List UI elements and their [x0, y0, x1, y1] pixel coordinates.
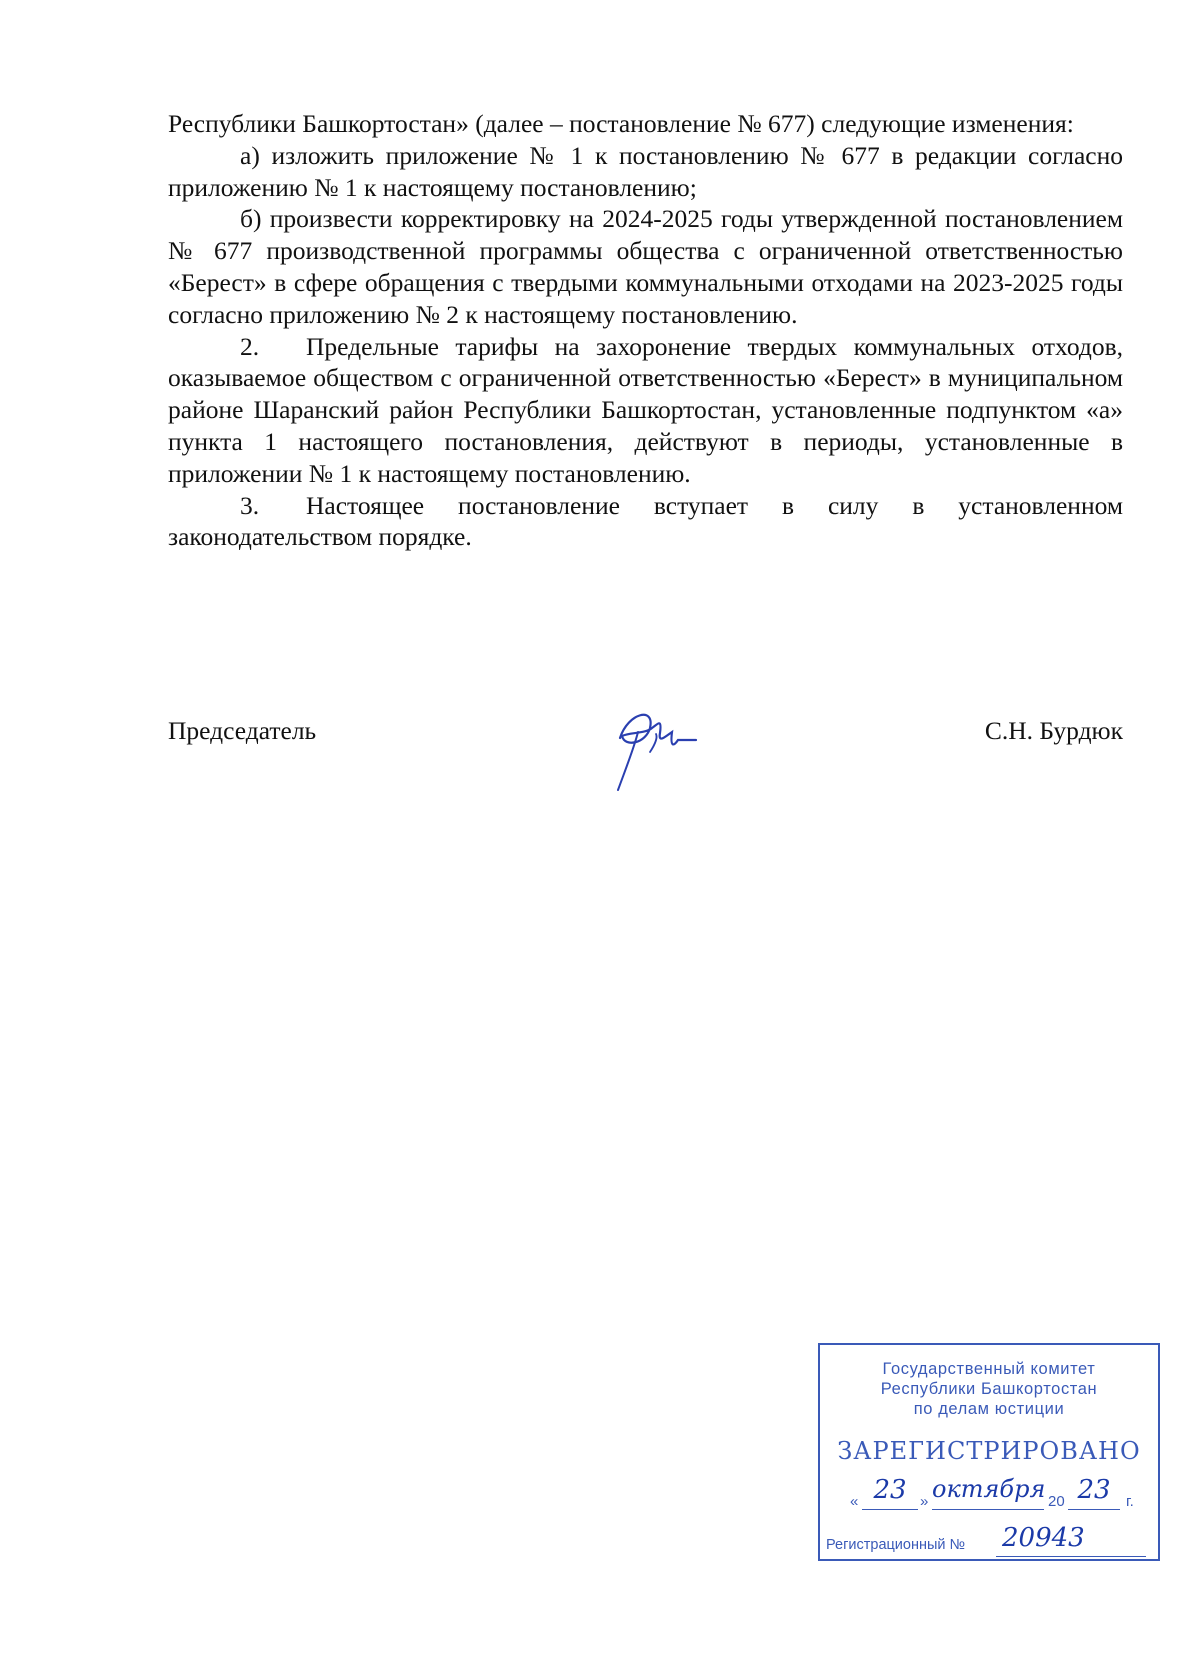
paragraph-number: 3.	[240, 490, 260, 520]
stamp-quote-open: «	[850, 1493, 859, 1510]
paragraph-subitem-a: а) изложить приложение № 1 к постановлению № 677 в редакции согласно приложению № 1 к настоящему постановлению;	[168, 140, 1123, 202]
stamp-authority	[820, 1359, 1158, 1419]
stamp-year-prefix: 20	[1048, 1493, 1065, 1510]
stamp-registered-label: ЗАРЕГИСТРИРОВАНО	[837, 1437, 1141, 1465]
stamp-month: октября	[932, 1475, 1044, 1510]
stamp-registration-number	[826, 1523, 1152, 1557]
paragraph-item-3	[168, 490, 1123, 554]
signer-name: С.Н. Бурдюк	[984, 716, 1123, 745]
paragraph-item-2	[168, 331, 1123, 490]
registration-stamp	[818, 1343, 1160, 1561]
stamp-reg-label: Регистрационный №	[826, 1537, 966, 1553]
stamp-quote-close: »	[920, 1493, 929, 1510]
paragraph-text: Предельные тарифы на захоронение твердых коммунальных отходов, оказываемое обществом с ограниченной ответственностью «Берест» в муниципальном районе Шаранский район Республики Башкортостан, установленные подпунктом «а» пункта 1 настоящего постановления, действуют в периоды, установленные в приложении № 1 к настоящему постановлению.	[168, 331, 1123, 488]
stamp-reg-value: 20943	[996, 1523, 1146, 1557]
paragraph-number: 2.	[240, 331, 260, 361]
paragraph-text: Настоящее постановление вступает в силу в установленном законодательством порядке.	[168, 490, 1123, 552]
stamp-line: Республики Башкортостан	[880, 1380, 1098, 1398]
stamp-day: 23	[862, 1475, 918, 1510]
stamp-year-unit: г.	[1126, 1493, 1134, 1510]
handwritten-signature	[600, 688, 700, 798]
stamp-year-suffix: 23	[1068, 1475, 1120, 1510]
stamp-date	[830, 1475, 1150, 1515]
paragraph-subitem-b: б) произвести корректировку на 2024-2025 годы утвержденной постановлением № 677 производственной программы общества с ограниченной ответственностью «Берест» в сфере обращения с твердыми коммунальными отходами на 2023-2025 годы согласно приложению № 2 к настоящему постановлению.	[168, 204, 1123, 329]
stamp-line: по делам юстиции	[913, 1400, 1065, 1418]
signer-title: Председатель	[168, 716, 317, 745]
stamp-line: Государственный комитет	[882, 1360, 1096, 1378]
paragraph-intro-continuation: Республики Башкортостан» (далее – постановление № 677) следующие изменения:	[168, 109, 1074, 138]
document-body	[168, 108, 1123, 553]
